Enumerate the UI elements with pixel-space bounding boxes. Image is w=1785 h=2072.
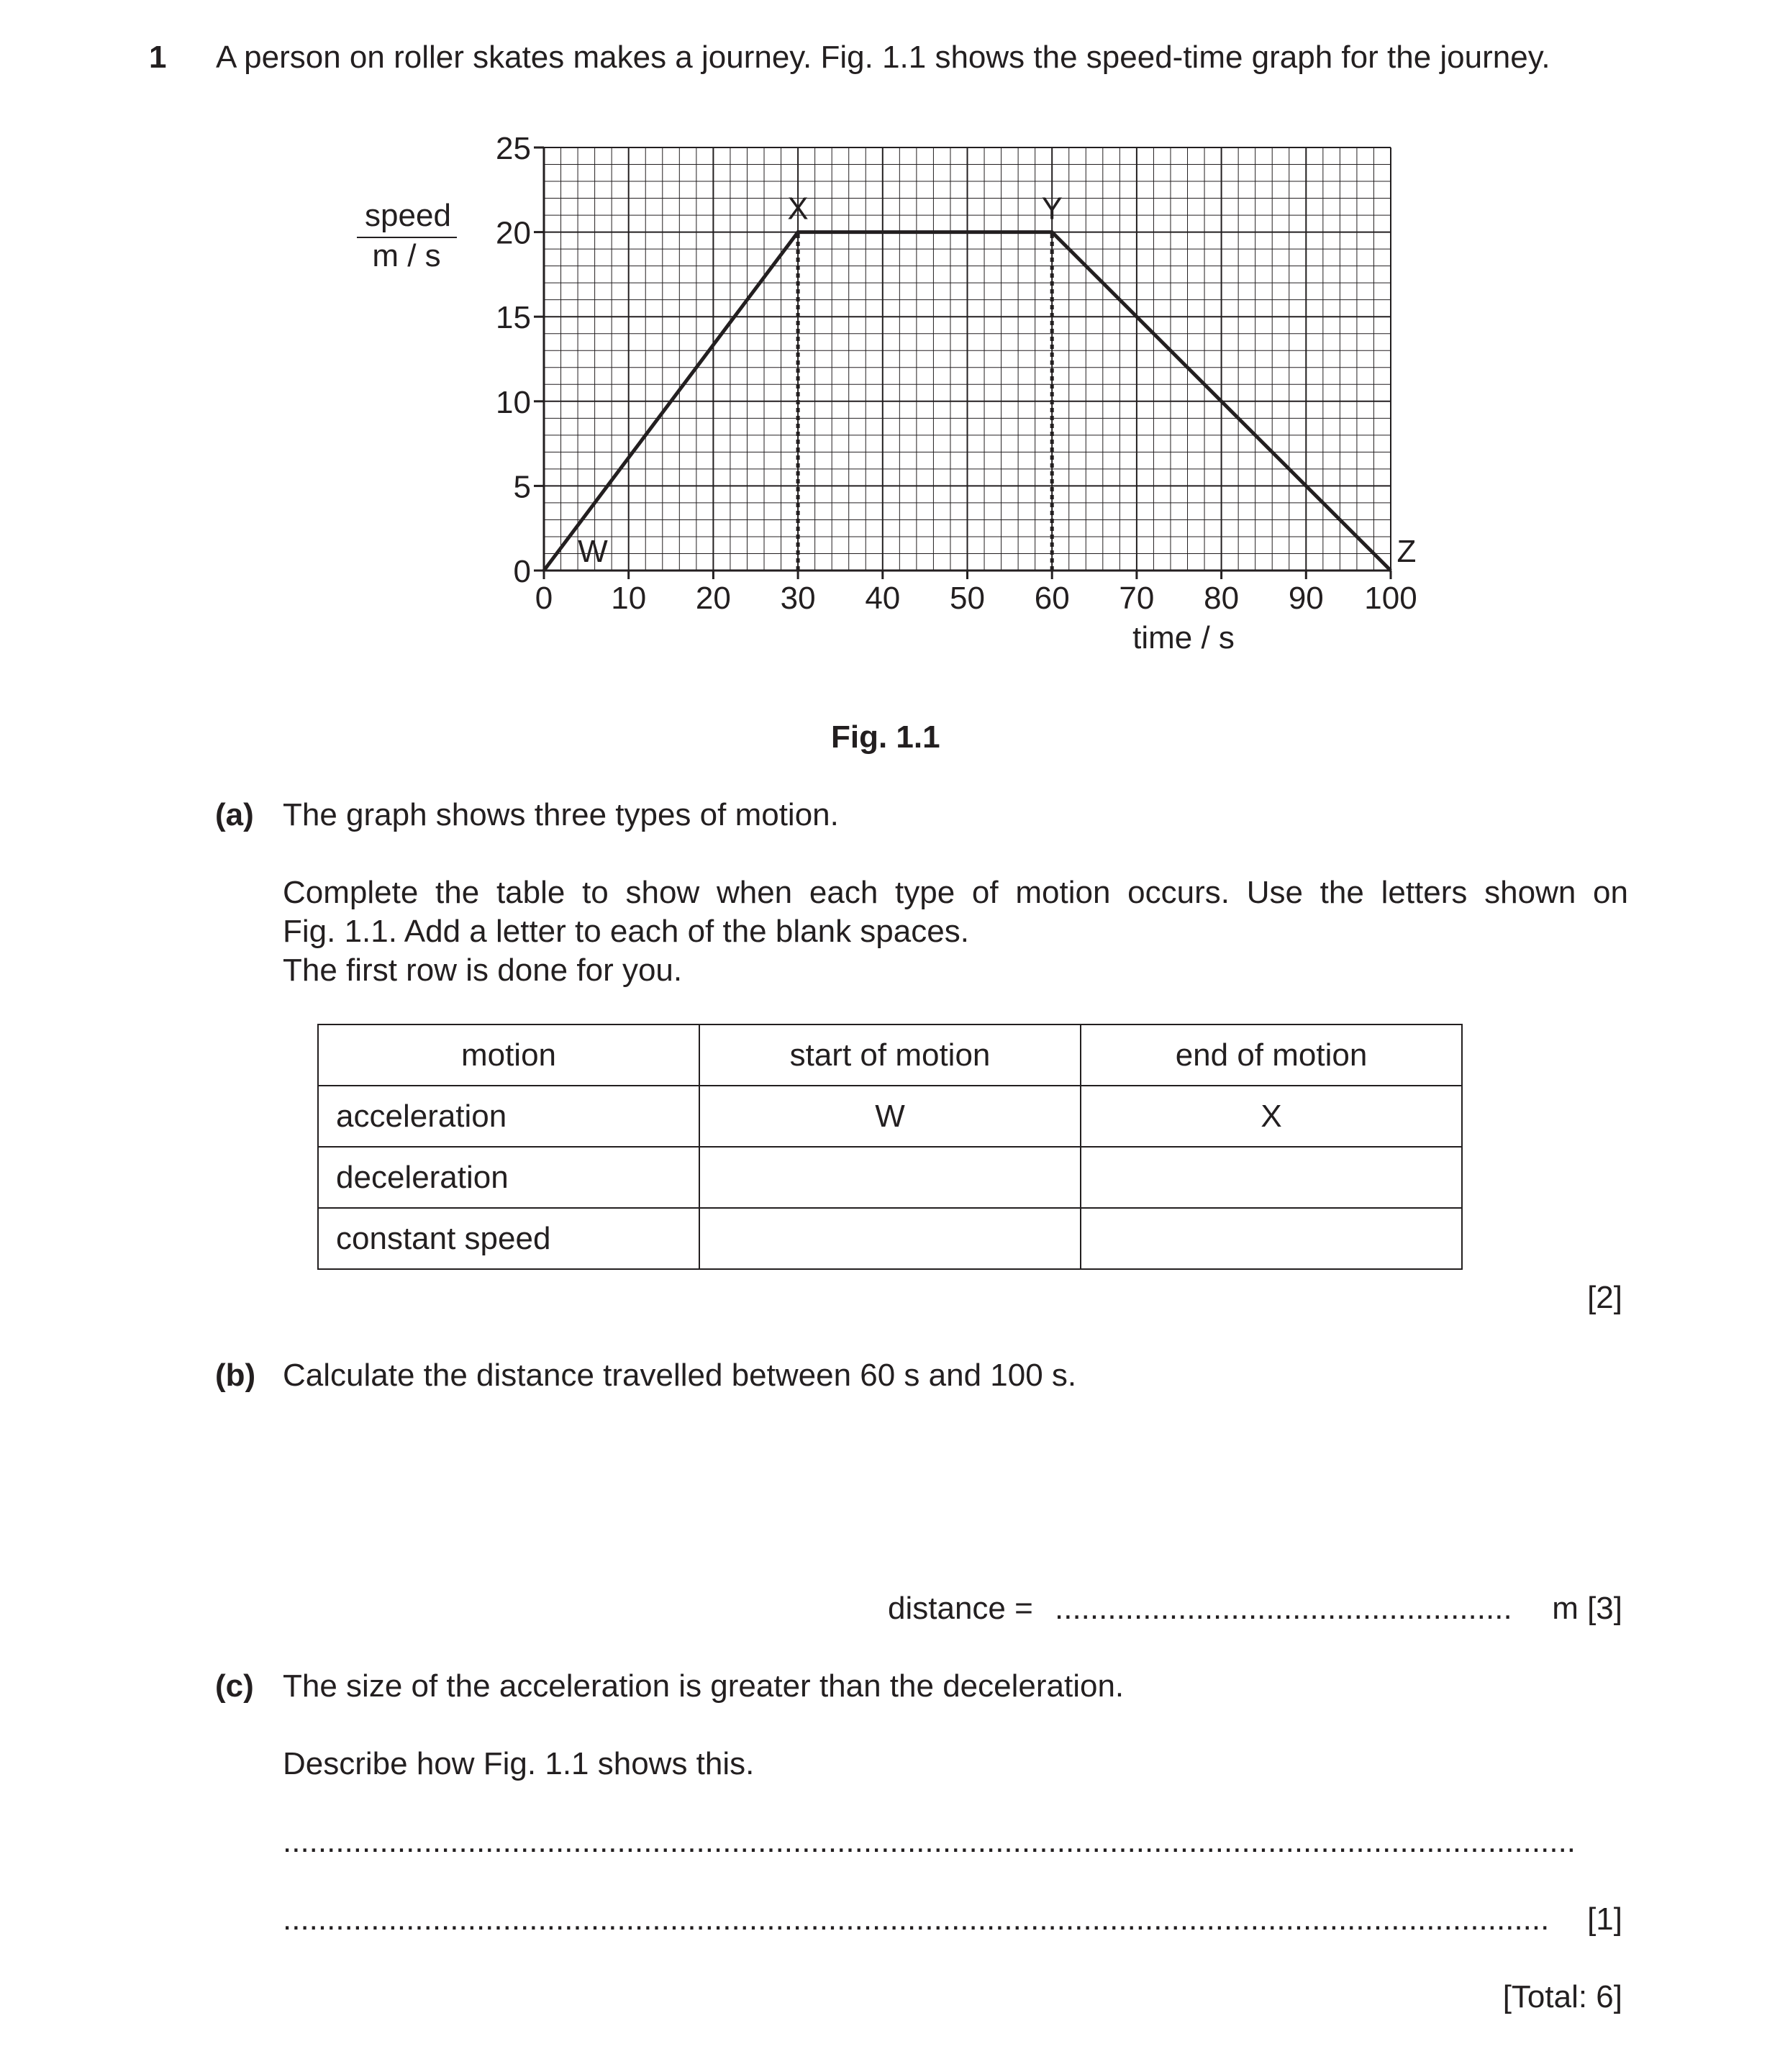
graph-grid [544, 147, 1391, 571]
point-label: W [578, 534, 608, 569]
y-tick-label: 25 [496, 131, 531, 166]
x-tick-label: 30 [780, 581, 816, 616]
table-header-row [318, 1024, 1462, 1086]
table-cell-end-blank[interactable] [1081, 1208, 1462, 1269]
x-tick-label: 0 [535, 581, 553, 616]
answer-line-1[interactable]: ................................................................................................................................................... [283, 1824, 1576, 1859]
x-tick-label: 10 [611, 581, 647, 616]
table-row [318, 1147, 1462, 1208]
part-a-marks: [2] [1587, 1280, 1622, 1315]
table-row [318, 1208, 1462, 1269]
y-tick-label: 5 [513, 469, 531, 505]
question-stem: A person on roller skates makes a journey. Fig. 1.1 shows the speed-time graph for the journey. [216, 40, 1550, 75]
x-tick-label: 20 [695, 581, 731, 616]
x-tick-label: 90 [1288, 581, 1324, 616]
part-c-marks: [1] [1587, 1901, 1622, 1937]
table-cell-end: X [1081, 1086, 1462, 1147]
point-label: Y [1041, 191, 1063, 227]
part-a-instruction-1: Complete the table to show when each type of motion occurs. Use the letters shown on [283, 875, 1628, 910]
table-cell-end-blank[interactable] [1081, 1147, 1462, 1208]
table-header-motion: motion [318, 1024, 699, 1086]
part-a-instruction-3: The first row is done for you. [283, 953, 683, 988]
x-tick-label: 40 [865, 581, 901, 616]
part-a-intro: The graph shows three types of motion. [283, 797, 839, 832]
point-label: X [787, 191, 809, 227]
figure-caption: Fig. 1.1 [831, 719, 940, 755]
answer-line-2[interactable]: ................................................................................................................................................ [283, 1901, 1550, 1937]
table-header-start: start of motion [699, 1024, 1081, 1086]
total-marks: [Total: 6] [1502, 1979, 1622, 2014]
x-tick-label: 80 [1204, 581, 1240, 616]
y-axis-label-bottom: m / s [372, 238, 441, 273]
part-a-instruction-2: Fig. 1.1. Add a letter to each of the blank spaces. [283, 914, 969, 949]
motion-table [317, 1024, 1463, 1270]
x-axis-label: time / s [1132, 620, 1235, 655]
table-cell-start: W [699, 1086, 1081, 1147]
distance-label: distance = [888, 1591, 1033, 1626]
part-c-text: The size of the acceleration is greater than the deceleration. [283, 1668, 1125, 1704]
x-tick-label: 50 [950, 581, 985, 616]
table-cell-start-blank[interactable] [699, 1208, 1081, 1269]
y-tick-label: 10 [496, 384, 531, 420]
speed-time-graph [0, 0, 1785, 691]
point-label: Z [1396, 534, 1417, 569]
x-tick-label: 100 [1364, 581, 1417, 616]
graph-labels [357, 131, 1417, 655]
x-tick-label: 70 [1119, 581, 1155, 616]
y-tick-label: 0 [513, 554, 531, 589]
question-number: 1 [149, 40, 167, 75]
distance-unit-marks: m [3] [1552, 1591, 1622, 1626]
y-tick-label: 15 [496, 300, 531, 336]
table-cell-motion: constant speed [318, 1208, 699, 1269]
table-row [318, 1086, 1462, 1147]
x-tick-label: 60 [1034, 581, 1070, 616]
table-cell-motion: acceleration [318, 1086, 699, 1147]
part-b-label: (b) [215, 1358, 256, 1393]
table-header-end: end of motion [1081, 1024, 1462, 1086]
y-tick-label: 20 [496, 215, 531, 251]
part-b-text: Calculate the distance travelled between 60 s and 100 s. [283, 1358, 1077, 1393]
distance-answer-field[interactable]: .................................................... [1055, 1591, 1512, 1626]
table-cell-start-blank[interactable] [699, 1147, 1081, 1208]
y-axis-label-top: speed [365, 198, 451, 233]
part-c-label: (c) [215, 1668, 254, 1704]
table-cell-motion: deceleration [318, 1147, 699, 1208]
part-a-label: (a) [215, 797, 254, 832]
part-c-prompt: Describe how Fig. 1.1 shows this. [283, 1746, 755, 1781]
